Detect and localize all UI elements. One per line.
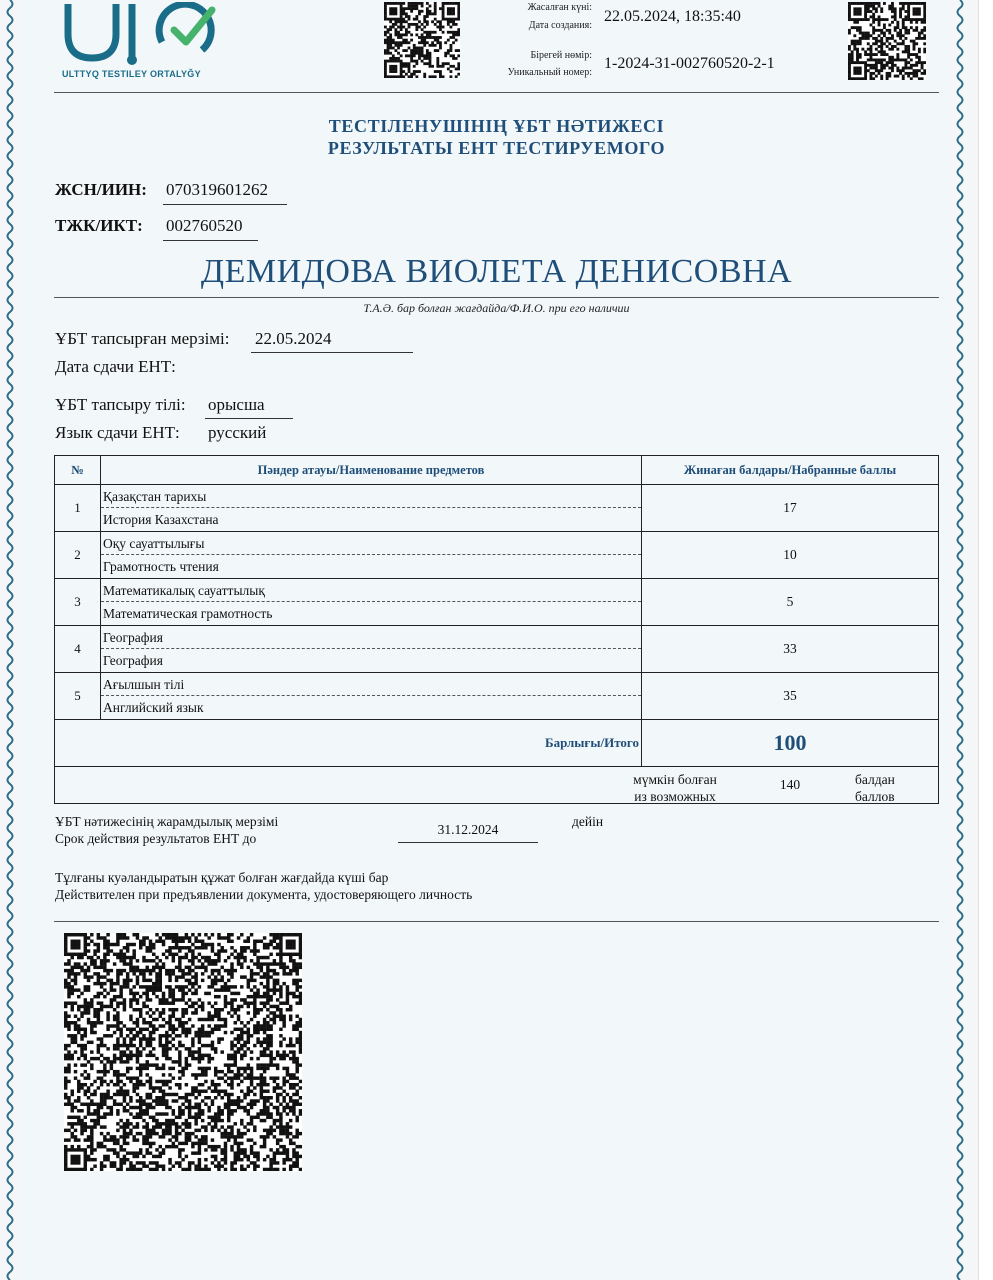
subject-cell [101,532,642,579]
exam-lang-value-ru: русский [208,423,267,442]
subject-score: 5 [642,579,939,626]
exam-date-value: 22.05.2024 [255,329,332,348]
subject-name-kz: Оқу сауаттылығы [101,532,641,555]
header-qr-code-right [848,2,926,80]
iin-underline [163,204,287,205]
full-name: ДЕМИДОВА ВИОЛЕТА ДЕНИСОВНА [200,253,793,290]
unique-number-value: 1-2024-31-002760520-2-1 [604,55,775,72]
subject-name-kz: Математикалық сауаттылық [101,579,641,602]
exam-lang-label-ru: Язык сдачи ЕНТ: [55,423,180,442]
subject-name-ru: Математическая грамотность [103,606,273,621]
validity-date-underline [398,842,538,843]
unique-number-label-kz: Бірегей нөмір: [530,50,592,61]
ikt-underline [163,240,258,241]
table-row [55,485,939,532]
exam-lang-value-kz: орысша [208,395,265,414]
subject-score: 35 [642,673,939,720]
col-header-num: № [55,456,101,485]
title-ru: РЕЗУЛЬТАТЫ ЕНТ ТЕСТИРУЕМОГО [327,138,666,158]
possible-label-ru: из возможных [634,789,716,804]
full-name-note: Т.А.Ә. бар болған жағдайда/Ф.И.О. при его наличии [363,301,630,315]
ikt-label: ТЖК/ИКТ: [55,216,143,235]
right-ornament-border [954,0,966,1280]
exam-lang-label-kz: ҰБТ тапсыру тілі: [55,395,186,414]
table-header-row [55,456,939,485]
created-date-value: 22.05.2024, 18:35:40 [604,8,741,25]
full-name-underline [54,297,939,298]
subject-cell [101,626,642,673]
subject-cell [101,673,642,720]
subject-score: 33 [642,626,939,673]
iin-label: ЖСН/ИИН: [55,180,147,199]
header-qr-code-left [384,2,460,78]
validity-label-kz: ҰБТ нәтижесінің жарамдылық мерзімі [55,814,279,829]
subject-name-kz: Ағылшын тілі [101,673,641,696]
total-score: 100 [642,720,939,767]
col-header-subject: Пәндер атауы/Наименование предметов [101,456,642,485]
notice-ru: Действителен при предъявлении документа, удостоверяющего личность [55,887,473,902]
validity-label-ru: Срок действия результатов ЕНТ до [55,831,257,846]
exam-date-label-ru: Дата сдачи ЕНТ: [55,357,176,376]
notice-kz: Тұлғаны куәландыратын құжат болған жағдайда күші бар [55,870,389,885]
logo-text: ULTTYQ TESTILEY ORTALYĞY [62,69,201,79]
validity-suffix-kz: дейін [572,814,604,829]
points-label-kz: балдан [855,772,895,787]
possible-cell [55,767,939,804]
possible-row [55,767,939,804]
title-kz: ТЕСТІЛЕНУШІНІҢ ҰБТ НӘТИЖЕСІ [328,116,665,136]
subject-score: 10 [642,532,939,579]
possible-value: 140 [779,777,801,792]
exam-date-underline [251,352,413,353]
page-edge [978,0,993,1280]
subject-name-kz: География [101,626,641,649]
exam-date-label-kz: ҰБТ тапсырған мерзімі: [55,329,230,348]
header-divider [54,92,939,93]
subject-name-ru: География [103,653,163,668]
verification-qr-code [64,933,302,1171]
subject-cell [101,579,642,626]
validity-date: 31.12.2024 [437,822,499,837]
subject-name-ru: Английский язык [103,700,204,715]
subject-name-ru: Грамотность чтения [103,559,219,574]
utc-logo-icon [62,2,222,66]
total-label: Барлығы/Итого [55,720,642,767]
exam-lang-underline [205,418,293,419]
left-ornament-border [4,0,16,1280]
subject-cell [101,485,642,532]
subject-name-ru: История Казахстана [103,512,219,527]
created-label-ru: Дата создания: [528,20,592,31]
table-row [55,579,939,626]
row-number: 4 [55,626,101,673]
unique-number-label-ru: Уникальный номер: [507,67,592,78]
ikt-value: 002760520 [166,216,243,235]
row-number: 5 [55,673,101,720]
created-label-kz: Жасалған күні: [527,2,592,13]
table-row [55,532,939,579]
results-table [54,455,939,804]
col-header-score: Жинаған балдары/Набранные баллы [642,456,939,485]
points-label-ru: баллов [855,789,895,804]
table-row [55,673,939,720]
row-number: 2 [55,532,101,579]
table-row [55,626,939,673]
row-number: 1 [55,485,101,532]
footer-divider [54,921,939,922]
possible-label-kz: мүмкін болған [633,772,717,787]
subject-name-kz: Қазақстан тарихы [101,485,641,508]
row-number: 3 [55,579,101,626]
total-row [55,720,939,767]
iin-value: 070319601262 [166,180,268,199]
subject-score: 17 [642,485,939,532]
